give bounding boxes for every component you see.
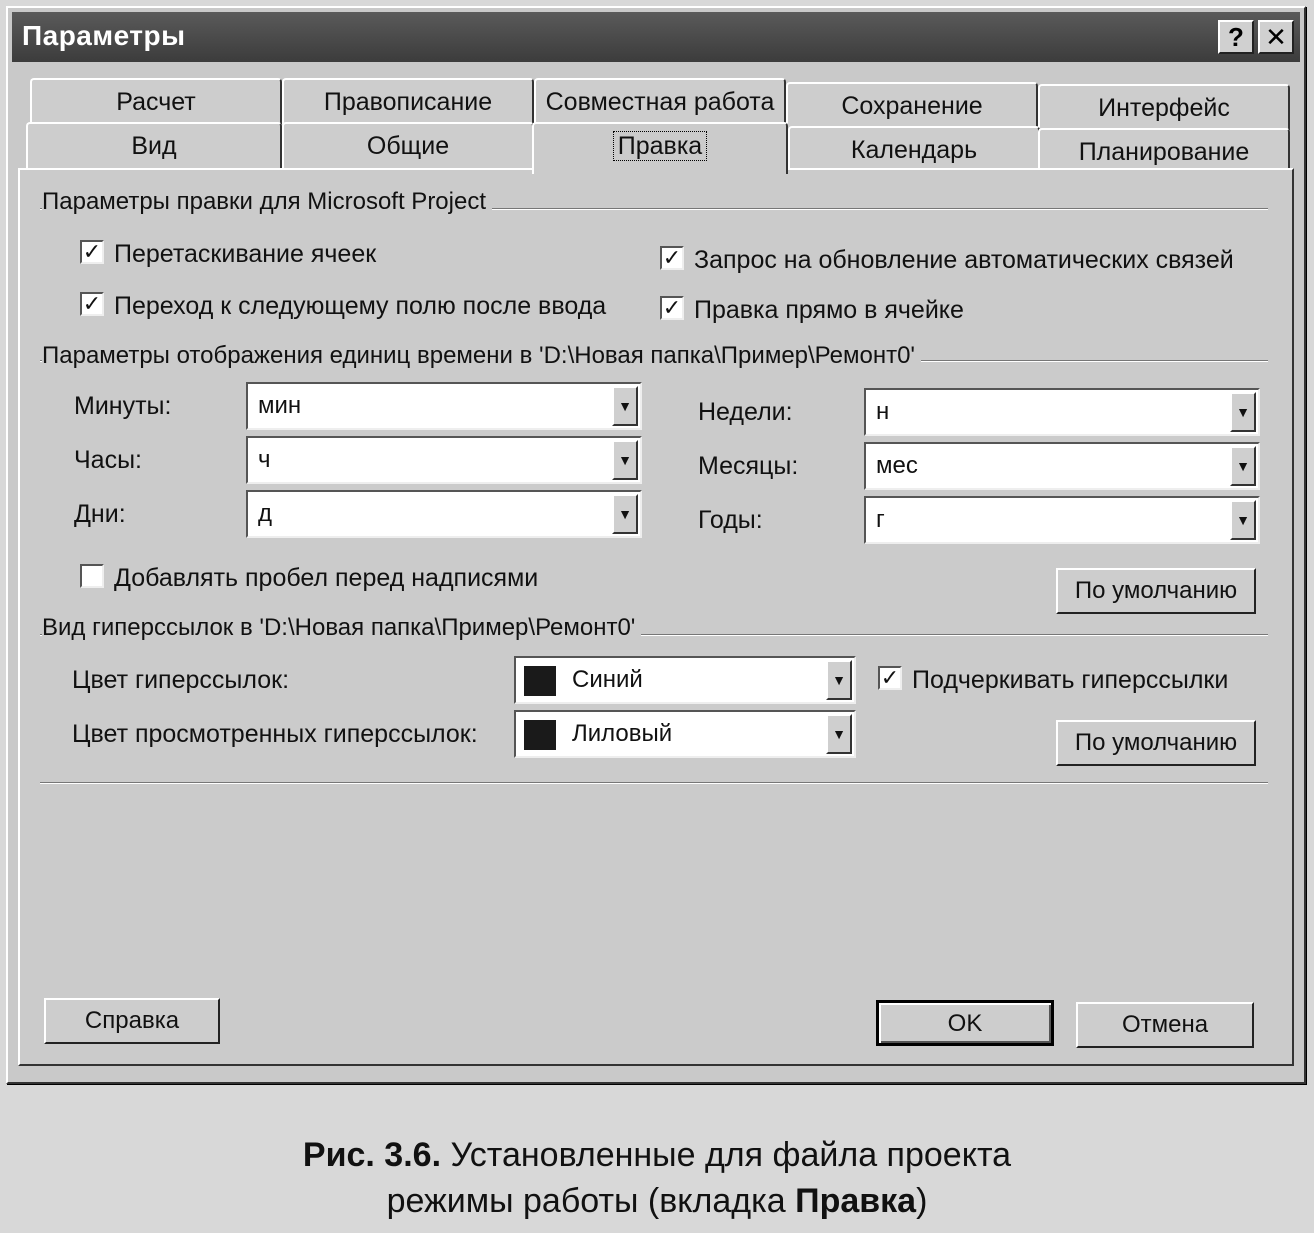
caption-figure-number: Рис. 3.6.: [302, 1136, 442, 1174]
chevron-down-icon[interactable]: ▼: [1230, 500, 1256, 540]
underline-links-checkbox[interactable]: ✓: [878, 666, 902, 690]
figure-caption: [0, 1132, 1314, 1224]
help-button[interactable]: Справка: [44, 998, 220, 1044]
ask-update-links-label: Запрос на обновление автоматических связей: [694, 246, 1234, 274]
caption-bold-word: Правка: [795, 1182, 917, 1220]
days-label: Дни:: [74, 500, 126, 528]
visited-color-label: Цвет просмотренных гиперссылок:: [72, 720, 478, 748]
tab-save[interactable]: Сохранение: [786, 82, 1038, 128]
tab-view[interactable]: Вид: [26, 122, 282, 168]
tab-edit[interactable]: [532, 122, 788, 174]
group-divider: [40, 782, 1268, 784]
minutes-label: Минуты:: [74, 392, 172, 420]
tab-calendar[interactable]: Календарь: [788, 126, 1040, 172]
days-combo[interactable]: [246, 490, 642, 538]
visited-color-value: Лиловый: [572, 720, 673, 747]
color-swatch: [524, 666, 556, 696]
edit-in-cell-label: Правка прямо в ячейке: [694, 296, 964, 324]
visited-color-combo[interactable]: [514, 710, 856, 758]
tab-general[interactable]: Общие: [282, 122, 534, 168]
color-swatch: [524, 720, 556, 750]
caption-close-paren: ): [916, 1182, 928, 1220]
hours-combo[interactable]: [246, 436, 642, 484]
add-space-label: Добавлять пробел перед надписями: [114, 564, 539, 592]
add-space-checkbox[interactable]: [80, 564, 104, 588]
tab-schedule[interactable]: Планирование: [1038, 128, 1290, 174]
tab-collaborate[interactable]: Совместная работа: [534, 78, 786, 124]
underline-links-label: Подчеркивать гиперссылки: [912, 666, 1229, 694]
help-icon[interactable]: ?: [1218, 20, 1254, 54]
drag-cells-checkbox[interactable]: ✓: [80, 240, 104, 264]
years-combo[interactable]: [864, 496, 1260, 544]
window-title: Параметры: [22, 20, 186, 51]
chevron-down-icon[interactable]: ▼: [1230, 392, 1256, 432]
edit-group-title: Параметры правки для Microsoft Project: [42, 188, 492, 216]
cancel-button[interactable]: Отмена: [1076, 1002, 1254, 1048]
tab-interface[interactable]: Интерфейс: [1038, 84, 1290, 130]
months-combo[interactable]: [864, 442, 1260, 490]
years-value: г: [876, 506, 885, 533]
link-color-label: Цвет гиперссылок:: [72, 666, 290, 694]
ask-update-links-checkbox[interactable]: ✓: [660, 246, 684, 270]
years-label: Годы:: [698, 506, 763, 534]
link-color-combo[interactable]: [514, 656, 856, 704]
tab-edit-label: Правка: [613, 131, 707, 161]
chevron-down-icon[interactable]: ▼: [612, 440, 638, 480]
chevron-down-icon[interactable]: ▼: [826, 660, 852, 700]
hyperlink-default-button[interactable]: По умолчанию: [1056, 720, 1256, 766]
time-group-title: Параметры отображения единиц времени в 'D:\Новая папка\Пример\Ремонт0': [42, 342, 921, 370]
chevron-down-icon[interactable]: ▼: [826, 714, 852, 754]
link-color-value: Синий: [572, 666, 643, 693]
chevron-down-icon[interactable]: ▼: [612, 494, 638, 534]
tab-raschet[interactable]: Расчет: [30, 78, 282, 124]
ok-button[interactable]: OK: [876, 1000, 1054, 1046]
hyperlink-group-title: Вид гиперссылок в 'D:\Новая папка\Пример\Ремонт0': [42, 614, 641, 642]
minutes-value: мин: [258, 392, 302, 419]
months-label: Месяцы:: [698, 452, 799, 480]
weeks-value: н: [876, 398, 890, 425]
days-value: д: [258, 500, 273, 527]
move-after-enter-checkbox[interactable]: ✓: [80, 292, 104, 316]
time-default-button[interactable]: По умолчанию: [1056, 568, 1256, 614]
close-icon[interactable]: ✕: [1258, 20, 1294, 54]
weeks-label: Недели:: [698, 398, 793, 426]
hours-label: Часы:: [74, 446, 142, 474]
chevron-down-icon[interactable]: ▼: [1230, 446, 1256, 486]
hours-value: ч: [258, 446, 271, 473]
tab-spelling[interactable]: Правописание: [282, 78, 534, 124]
move-after-enter-label: Переход к следующему полю после ввода: [114, 292, 607, 320]
edit-in-cell-checkbox[interactable]: ✓: [660, 296, 684, 320]
minutes-combo[interactable]: [246, 382, 642, 430]
weeks-combo[interactable]: [864, 388, 1260, 436]
chevron-down-icon[interactable]: ▼: [612, 386, 638, 426]
drag-cells-label: Перетаскивание ячеек: [114, 240, 377, 268]
caption-text-a: Установленные для файла проекта: [450, 1136, 1012, 1174]
months-value: мес: [876, 452, 918, 479]
title-bar: [12, 12, 1300, 62]
tab-panel-edit: [18, 168, 1294, 1066]
caption-text-b: режимы работы (вкладка: [386, 1182, 786, 1220]
